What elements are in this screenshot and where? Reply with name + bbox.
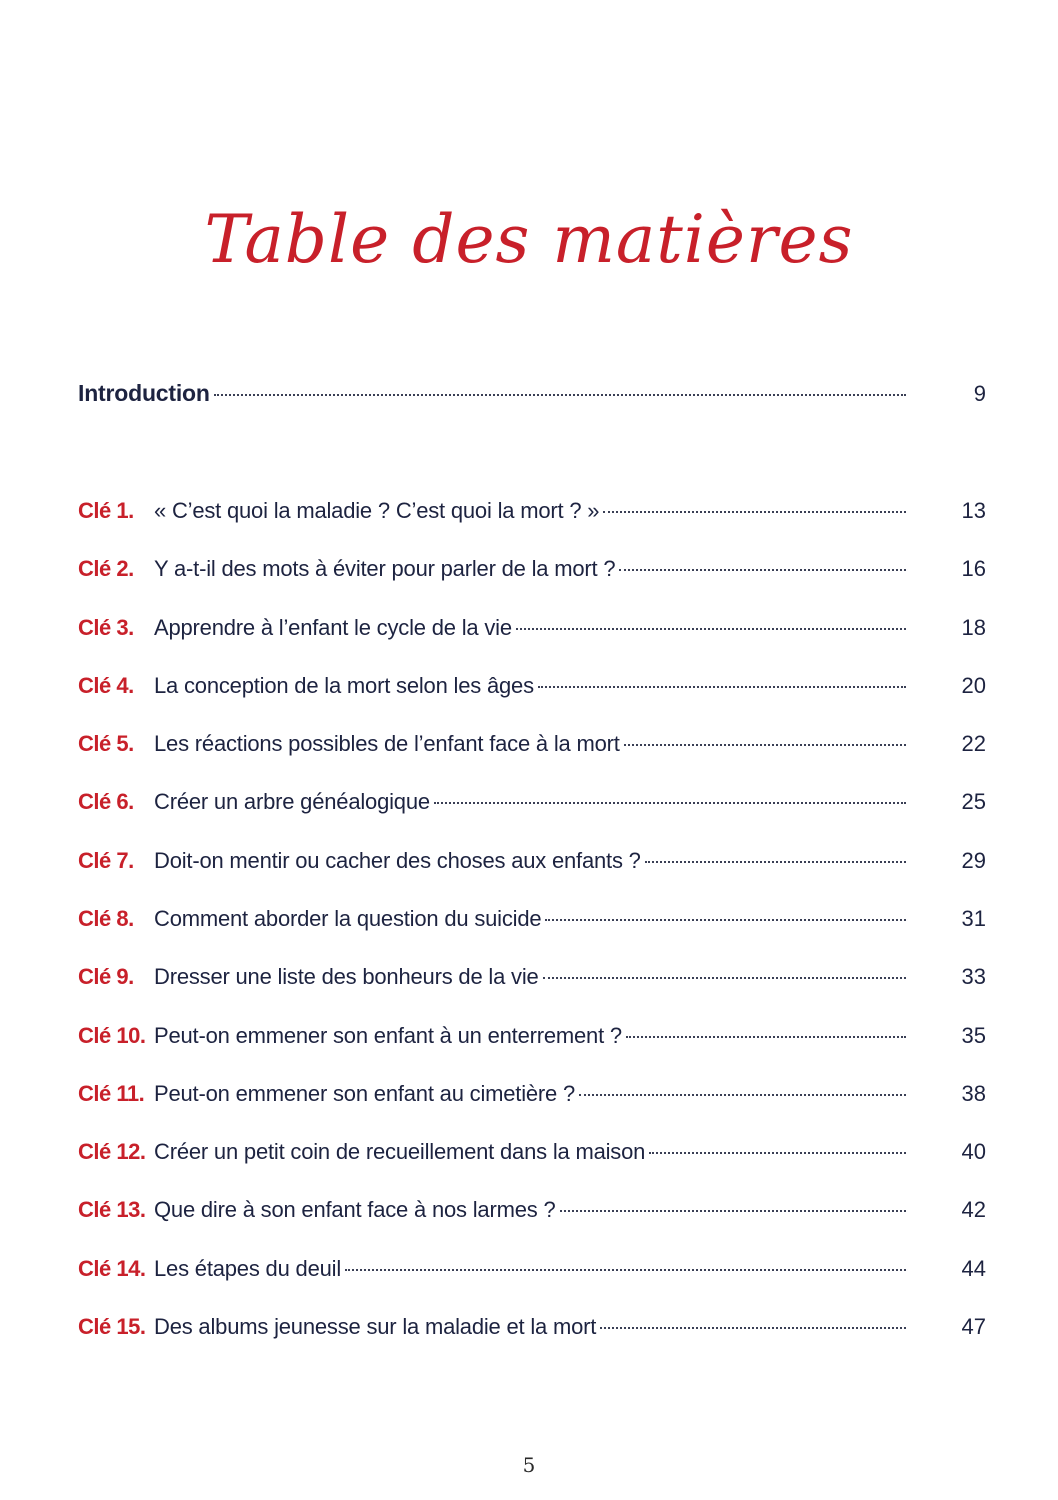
toc-key-label: Clé 10.	[78, 1023, 146, 1048]
toc-entry[interactable]	[78, 493, 986, 529]
toc-entry[interactable]	[78, 668, 986, 704]
toc-entry[interactable]	[78, 1076, 986, 1112]
toc-introduction[interactable]	[78, 375, 986, 411]
toc-entry-title: Doit-on mentir ou cacher des choses aux enfants ?	[154, 848, 641, 873]
toc-key-label: Clé 3.	[78, 615, 134, 640]
dot-leader	[619, 569, 906, 571]
toc-entry-title: Les réactions possibles de l’enfant face à la mort	[154, 731, 620, 756]
toc-entry-title: Créer un arbre généalogique	[154, 789, 430, 814]
dot-leader	[345, 1269, 906, 1271]
toc-page-number: 13	[961, 498, 986, 523]
dot-leader	[626, 1036, 906, 1038]
dot-leader	[649, 1152, 906, 1154]
toc-entry[interactable]	[78, 1251, 986, 1287]
toc-entry-title: Comment aborder la question du suicide	[154, 906, 542, 931]
toc-page-number: 25	[961, 789, 986, 814]
dot-leader	[624, 744, 906, 746]
toc-entry-title: Y a-t-il des mots à éviter pour parler de la mort ?	[154, 556, 616, 581]
toc-key-label: Clé 12.	[78, 1139, 146, 1164]
toc-key-label: Clé 1.	[78, 498, 134, 523]
toc-page-number: 40	[961, 1139, 986, 1164]
toc-key-label: Clé 14.	[78, 1256, 146, 1281]
toc-key-label: Clé 8.	[78, 906, 134, 931]
toc-key-label: Clé 13.	[78, 1197, 146, 1222]
toc-entry-title: Apprendre à l’enfant le cycle de la vie	[154, 615, 512, 640]
toc-page-number: 35	[961, 1023, 986, 1048]
toc-entry[interactable]	[78, 1192, 986, 1228]
toc-entry-title: Créer un petit coin de recueillement dans la maison	[154, 1139, 646, 1164]
toc-key-label: Clé 2.	[78, 556, 134, 581]
toc-page-number: 9	[973, 381, 986, 406]
toc-entry-title: Des albums jeunesse sur la maladie et la mort	[154, 1314, 597, 1339]
dot-leader	[214, 394, 906, 396]
toc-entry-title: La conception de la mort selon les âges	[154, 673, 534, 698]
toc-entry[interactable]	[78, 843, 986, 879]
toc-page-number: 29	[961, 848, 986, 873]
toc-page-number: 33	[961, 964, 986, 989]
toc-entry-title: Introduction	[78, 380, 210, 406]
toc-entry[interactable]	[78, 1309, 986, 1345]
dot-leader	[434, 802, 906, 804]
page-title: Table des matières	[204, 201, 854, 278]
toc-page-number: 18	[961, 615, 986, 640]
toc-page-number: 20	[961, 673, 986, 698]
toc-key-label: Clé 5.	[78, 731, 134, 756]
dot-leader	[603, 511, 906, 513]
toc-page-number: 16	[961, 556, 986, 581]
dot-leader	[538, 686, 906, 688]
toc-key-label: Clé 9.	[78, 964, 134, 989]
dot-leader	[543, 977, 906, 979]
toc-page-number: 38	[961, 1081, 986, 1106]
toc-key-label: Clé 15.	[78, 1314, 146, 1339]
toc-entry[interactable]	[78, 901, 986, 937]
toc-page-number: 22	[961, 731, 986, 756]
toc-key-label: Clé 7.	[78, 848, 134, 873]
toc-entry-title: Peut-on emmener son enfant au cimetière ?	[154, 1081, 576, 1106]
toc-entry[interactable]	[78, 1134, 986, 1170]
toc-entry-title: « C’est quoi la maladie ? C’est quoi la mort ? »	[154, 498, 600, 523]
page-number: 5	[522, 1453, 536, 1477]
dot-leader	[516, 628, 906, 630]
toc-key-label: Clé 6.	[78, 789, 134, 814]
toc-page-number: 47	[961, 1314, 986, 1339]
toc-entry-title: Que dire à son enfant face à nos larmes ?	[154, 1197, 556, 1222]
toc-entry-title: Dresser une liste des bonheurs de la vie	[154, 964, 539, 989]
toc-entry[interactable]	[78, 959, 986, 995]
toc-page-number: 44	[961, 1256, 986, 1281]
toc-entry-title: Les étapes du deuil	[154, 1256, 342, 1281]
toc-entry[interactable]	[78, 551, 986, 587]
toc-entry-title: Peut-on emmener son enfant à un enterrement ?	[154, 1023, 622, 1048]
dot-leader	[600, 1327, 906, 1329]
toc-entry[interactable]	[78, 610, 986, 646]
toc-entry[interactable]	[78, 1018, 986, 1054]
toc-key-label: Clé 4.	[78, 673, 134, 698]
dot-leader	[579, 1094, 906, 1096]
dot-leader	[545, 919, 906, 921]
toc-key-label: Clé 11.	[78, 1081, 145, 1106]
toc-entry[interactable]	[78, 726, 986, 762]
toc-page-number: 42	[961, 1197, 986, 1222]
toc-entry[interactable]	[78, 784, 986, 820]
toc-page-number: 31	[961, 906, 986, 931]
dot-leader	[560, 1210, 907, 1212]
dot-leader	[645, 861, 906, 863]
